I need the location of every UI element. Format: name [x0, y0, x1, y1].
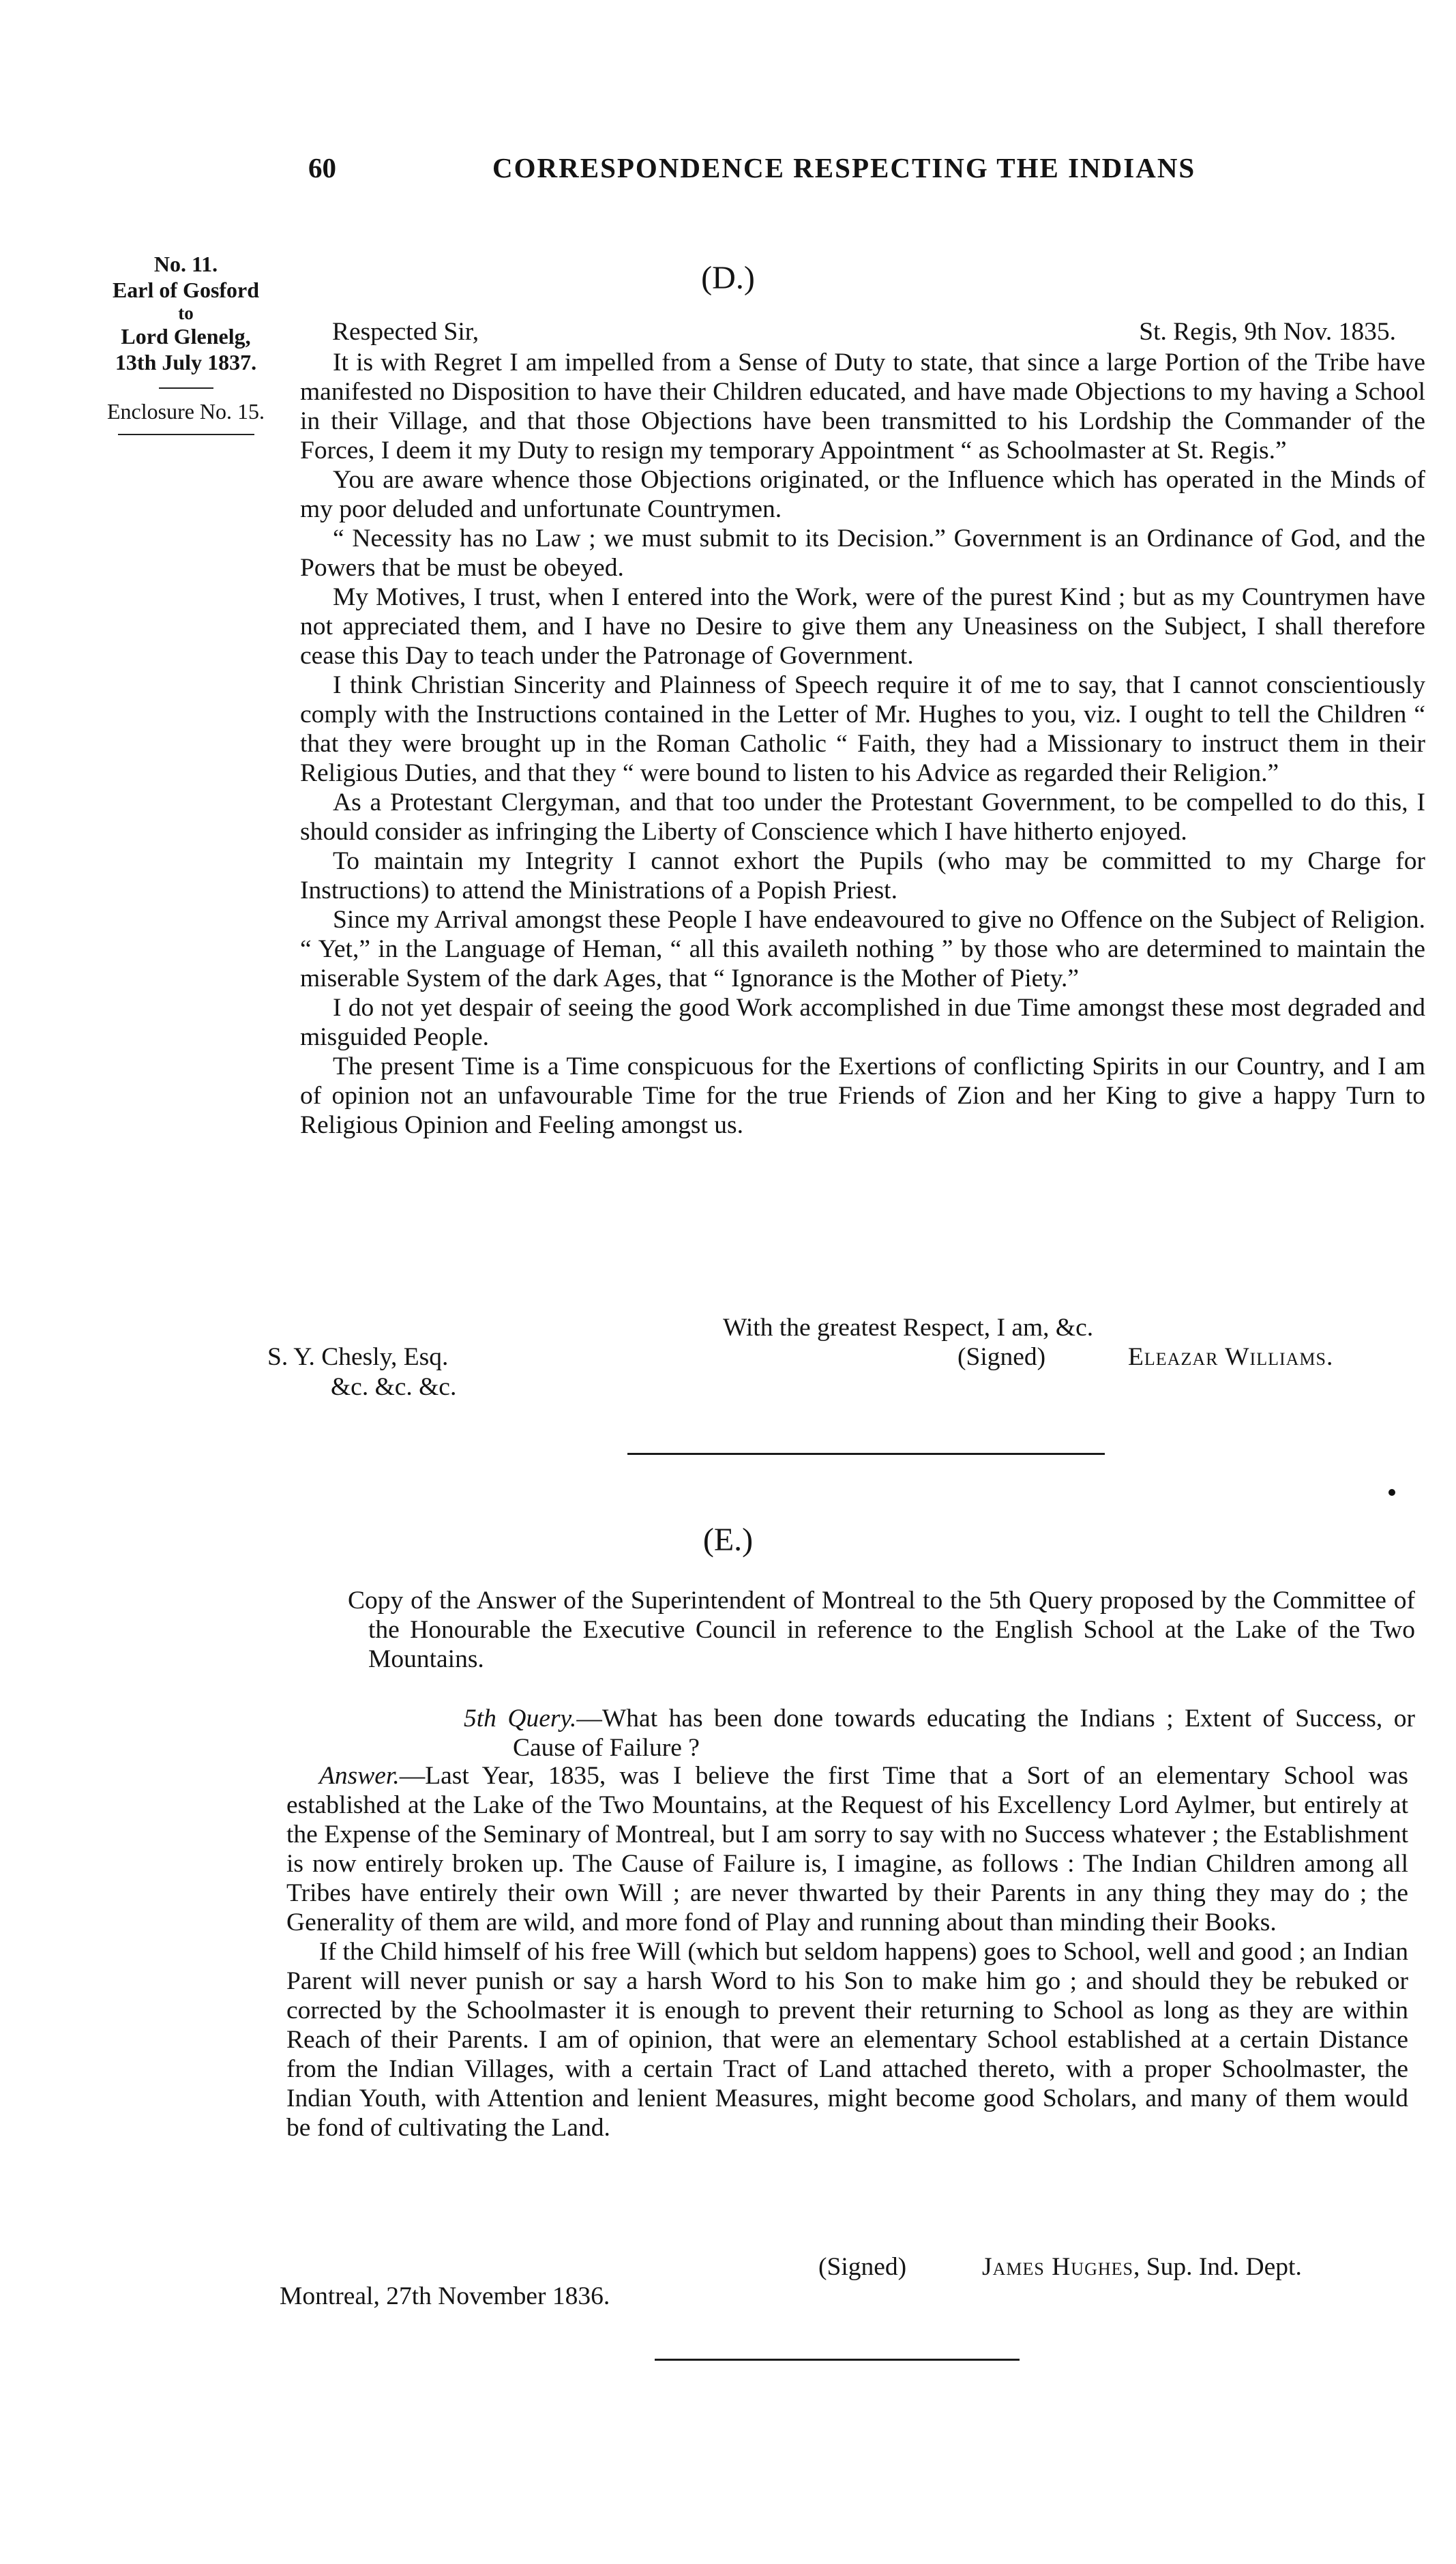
query-text: —What has been done towards educating the Indians ; Extent of Success, or Cause of Failure ?	[513, 1705, 1415, 1762]
section-d-title: (D.)	[701, 260, 755, 296]
answer-text: —Last Year, 1835, was I believe the first Time that a Sort of an elementary School was established at the Lake of the Two Mountains, at the Request of his Excellency Lord Aylmer, but entirely at the Expense of the Seminary of Montreal, but I am sorry to say with no Success whatever ; the Establishment is now entirely broken up. The Cause of Failure is, I imagine, as follows : The Indian Children among all Tribes have entirely their own Will ; are never thwarted by their Parents in any thing they may do ; the Generality of them are wild, and more fond of Play and running about than minding their Books.	[286, 1762, 1408, 1936]
place-date: St. Regis, 9th Nov. 1835.	[1139, 318, 1396, 346]
salutation-row	[332, 317, 1396, 350]
letter-d-body	[300, 348, 1425, 1140]
letter-paragraph: My Motives, I trust, when I entered into the Work, were of the purest Kind ; but as my Countrymen have not appreciated them, and I have no Desire to give them any Uneasiness on the Subject, I shall therefore cease this Day to teach under the Patronage of Government.	[300, 583, 1425, 670]
addressee: S. Y. Chesly, Esq.	[267, 1343, 449, 1371]
answer-label: Answer.	[319, 1762, 400, 1790]
letter-paragraph: You are aware whence those Objections originated, or the Influence which has operated in the Minds of my poor deluded and unfortunate Countrymen.	[300, 466, 1425, 523]
answer-paragraph	[286, 1761, 1408, 1937]
query-label: 5th Query.	[464, 1705, 577, 1733]
letter-paragraph: As a Protestant Clergyman, and that too under the Protestant Government, to be compelled to do this, I should consider as infringing the Liberty of Conscience which I have hitherto enjoyed.	[300, 789, 1425, 846]
margin-note-line: Earl of Gosford	[112, 278, 260, 302]
margin-divider	[159, 387, 213, 389]
margin-divider	[118, 434, 254, 435]
letter-paragraph: The present Time is a Time conspicuous for the Exertions of conflicting Spirits in our Country, and I am of opinion not an unfavourable Time for the true Friends of Zion and her King to give a happy Turn to Religious Opinion and Feeling amongst us.	[300, 1052, 1425, 1139]
signature-row	[267, 1342, 1372, 1375]
letter-paragraph: It is with Regret I am impelled from a Sense of Duty to state, that since a large Portion of the Tribe have manifested no Disposition to have their Children educated, and have made Objections to my having a School in their Village, and that those Objections have been transmitted to his Lordship the Commander of the Forces, I deem it my Duty to resign my temporary Appointment “ as Schoolmaster at St. Regis.”	[300, 349, 1425, 465]
end-rule	[655, 2359, 1020, 2361]
signatory-title: , Sup. Ind. Dept.	[1133, 2253, 1302, 2281]
letter-paragraph: I do not yet despair of seeing the good Work accomplished in due Time amongst these most degraded and misguided People.	[300, 994, 1425, 1051]
letter-paragraph: To maintain my Integrity I cannot exhort the Pupils (who may be committed to my Charge for Instructions) to attend the Ministrations of a Popish Priest.	[300, 847, 1425, 904]
answer-body	[286, 1761, 1408, 2142]
margin-note-line: to	[178, 303, 194, 323]
closing-line: With the greatest Respect, I am, &c.	[723, 1314, 1094, 1342]
signed-label: (Signed)	[818, 2253, 907, 2281]
margin-note-line: No. 11.	[153, 252, 218, 276]
running-head: CORRESPONDENCE RESPECTING THE INDIANS	[492, 152, 1196, 183]
signatory	[982, 2252, 1302, 2282]
salutation: Respected Sir,	[332, 318, 479, 346]
section-divider	[627, 1453, 1105, 1455]
answer-paragraph: If the Child himself of his free Will (which but seldom happens) goes to School, well and good ; an Indian Parent will never punish or say a harsh Word to his Son to make him go ; and should they be rebuked or corrected by the Schoolmaster it is enough to prevent their returning to School as long as they are within Reach of their Parents. I am of opinion, that were an elementary School established at a certain Distance from the Indian Villages, with a certain Tract of Land attached thereto, with a proper Schoolmaster, the Indian Youth, with Attention and lenient Measures, might become good Scholars, and many of them would be fond of cultivating the Land.	[286, 1938, 1408, 2142]
margin-note-line: Lord Glenelg,	[121, 324, 251, 349]
page-header	[308, 151, 1399, 192]
letter-paragraph: I think Christian Sincerity and Plainness of Speech require it of me to say, that I cannot conscientiously comply with the Instructions contained in the Letter of Mr. Hughes to you, viz. I ought to tell the Children “ that they were brought up in the Roman Catholic “ Faith, they had a Missionary to instruct them in their Religious Duties, and that they “ were bound to listen to his Advice as regarded their Religion.”	[300, 671, 1425, 787]
signatory: Eleazar Williams.	[1128, 1343, 1334, 1371]
margin-note-line: Enclosure No. 15.	[106, 399, 265, 424]
margin-note-line: 13th July 1837.	[115, 350, 257, 374]
query-block	[464, 1704, 1415, 1763]
page-number: 60	[308, 152, 336, 183]
print-mark	[1388, 1489, 1395, 1496]
section-e-title: (E.)	[702, 1522, 754, 1558]
letter-paragraph: “ Necessity has no Law ; we must submit to its Decision.” Government is an Ordinance of God, and the Powers that be must be obeyed.	[300, 525, 1425, 582]
signatory-name: James Hughes	[982, 2253, 1133, 2281]
answer-signature-row	[818, 2252, 1378, 2285]
signed-label: (Signed)	[957, 1343, 1046, 1371]
section-e-intro: Copy of the Answer of the Superintendent of Montreal to the 5th Query proposed by the Committee of the Honourable the Executive Council in reference to the English School at the Lake of the Two Mountains.	[348, 1587, 1415, 1673]
answer-date-line: Montreal, 27th November 1836.	[280, 2282, 610, 2310]
addressee-etc: &c. &c. &c.	[331, 1373, 457, 1401]
letter-paragraph: Since my Arrival amongst these People I have endeavoured to give no Offence on the Subject of Religion. “ Yet,” in the Language of Heman, “ all this availeth nothing ” by those who are determined to maintain the miserable System of the dark Ages, that “ Ignorance is the Mother of Piety.”	[300, 906, 1425, 992]
